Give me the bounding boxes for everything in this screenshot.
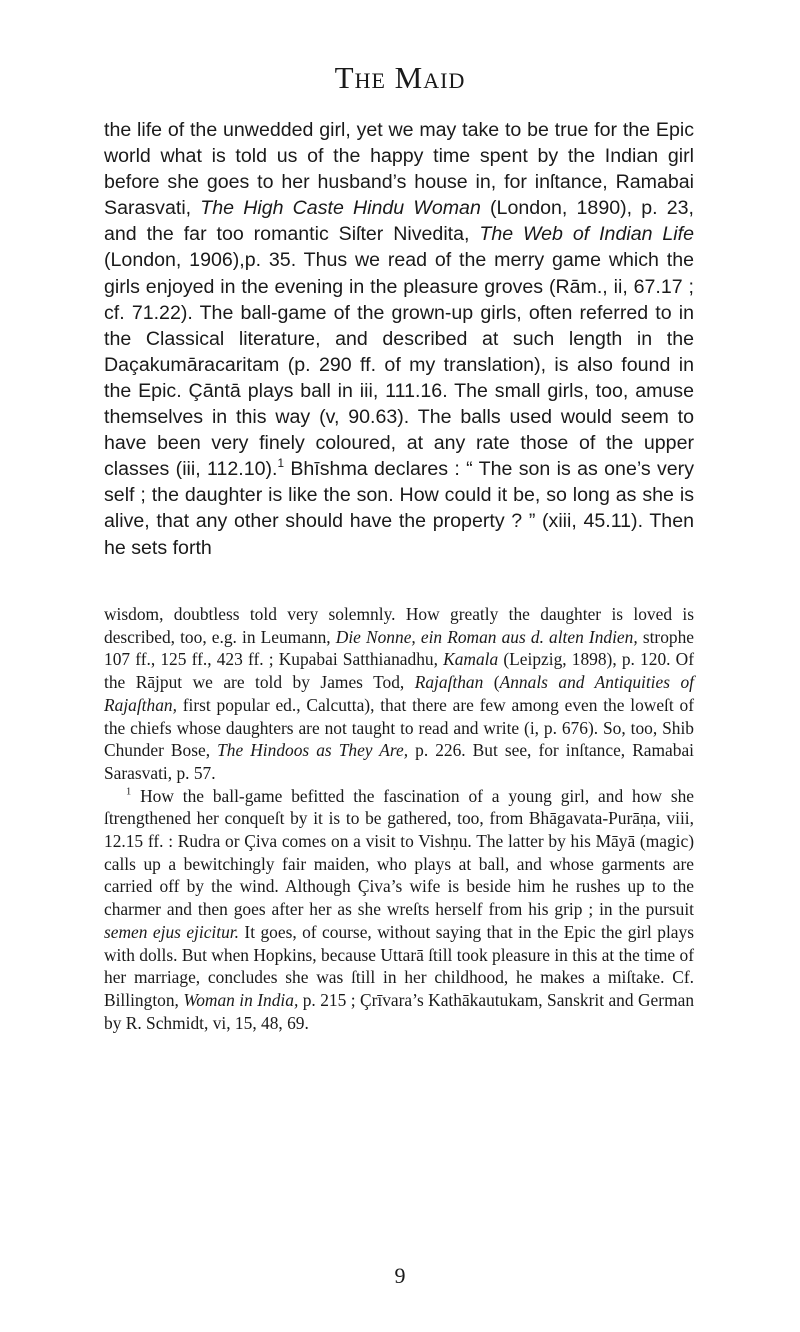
footnote-reference: 1 [277, 457, 285, 470]
footnote-text: first popular ed., Calcutta), that there are few among even the loweſt of the chiefs whose daughters are not taught to read and write (i, p. 676). So, too, Shib Chunder Bose, [104, 694, 694, 761]
book-title: Woman in India, [183, 989, 299, 1010]
footnote-text: It goes, of course, without saying that in the Epic the girl plays with dolls. But when Hopkins, because Uttarā ſtill took pleasure in this at the time of her marriage, concludes she was ſtill in her childhood, he makes a miſtake. Cf. Billington, [104, 921, 694, 1010]
footnote-text: wisdom, doubtless told very solemnly. How greatly the daughter is loved is described, too, e.g. in Leumann, [104, 604, 694, 647]
book-title: Die Nonne, ein Roman aus d. alten Indien, [335, 626, 638, 647]
running-head: The Maid [334, 60, 466, 95]
book-title: Kamala [443, 649, 499, 670]
footnote-1 [104, 785, 694, 1035]
footnote-marker: 1 [126, 786, 132, 798]
footnote-continuation [104, 603, 694, 785]
footnote-text: ( [483, 672, 500, 693]
main-text-segment: Bhīshma declares : “ The son is as one’s very self ; the daughter is like the son. How could it be, so long as she is alive, that any other should have the property ? ” (xiii, 45.11). Then he sets forth [104, 458, 694, 559]
main-text [104, 117, 694, 561]
footnote-text: strophe 107 ff., 125 ff., 423 ff. ; Kupabai Satthianadhu, [104, 626, 695, 670]
book-title: The Hindoos as They Are, [217, 740, 409, 761]
footnote-text: p. 215 ; Çrīvara’s Kathākautukam, Sanskrit and German by R. Schmidt, vi, 15, 48, 69. [104, 989, 695, 1033]
footnote-text: p. 226. But see, for inſtance, Ramabai Sarasvati, p. 57. [104, 740, 694, 783]
main-text-segment: (London, 1890), p. 23, and the far too romantic Siſter Nivedita, [104, 197, 694, 246]
footnotes [104, 603, 694, 1034]
book-title: Rajaſthan [414, 672, 484, 693]
footnote-text: How the ball-game befitted the fascination of a young girl, and how she ſtrengthened her conqueſt by it is to be gathered, too, from Bhāgavata-Purāṇa, viii, 12.15 ff. : Rudra or Çiva comes on a visit to Vishṇu. The latter by his Māyā (magic) calls up a bewitchingly fair maiden, who plays at ball, and whose garments are carried off by the wind. Although Çiva’s wife is beside him he rushes up to the charmer and then goes after her as she wreſts herself from his grip ; in the pursuit [104, 785, 694, 920]
book-title: The High Caste Hindu Woman [200, 197, 481, 220]
latin-phrase: semen ejus ejicitur. [104, 921, 239, 942]
book-title: The Web of Indian Life [479, 223, 694, 246]
main-text-segment: (London, 1906),p. 35. Thus we read of the merry game which the girls enjoyed in the evening in the pleasure groves (Rām., ii, 67.17 ; cf. 71.22). The ball-game of the grown-up girls, often referred to in the Classical literature, and described at such length in the Daçakumāracaritam (p. 290 ff. of my translation), is also found in the Epic. Çāntā plays ball in iii, 111.16. The small girls, too, amuse themselves in this way (v, 90.63). The balls used would seem to have been very finely coloured, at any rate those of the upper classes (iii, 112.10). [104, 249, 694, 481]
footnote-text: (Leipzig, 1898), p. 120. Of the Rājput we are told by James Tod, [104, 649, 694, 693]
page-number: 9 [394, 1263, 406, 1288]
book-title: Annals and Antiquities of Rajaſthan, [104, 672, 694, 715]
main-text-segment: the life of the unwedded girl, yet we may take to be true for the Epic world what is told us of the happy time spent by the Indian girl before she goes to her husband’s house in, for inſtance, Ramabai Sarasvati, [104, 119, 694, 220]
